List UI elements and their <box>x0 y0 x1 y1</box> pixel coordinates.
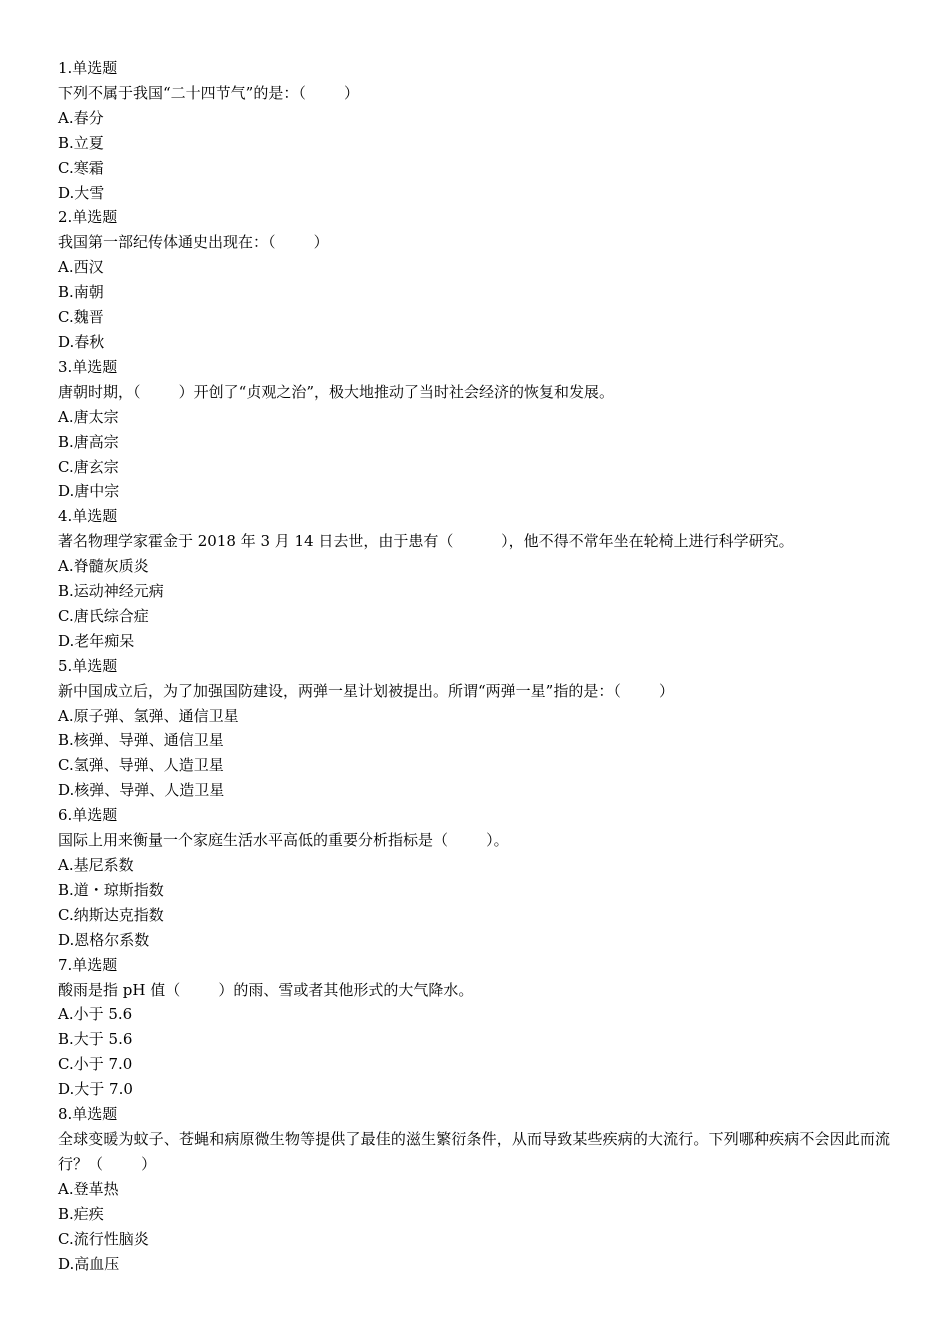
option-d: D.春秋 <box>58 332 105 351</box>
option-a: A.登革热 <box>58 1179 119 1198</box>
question-block <box>58 205 890 354</box>
question-stem: 新中国成立后，为了加强国防建设，两弹一星计划被提出。所谓“两弹一星”指的是：（ ） <box>58 681 674 700</box>
option-d: D.大雪 <box>58 183 105 202</box>
option-c: C.寒霜 <box>58 158 104 177</box>
option-a: A.唐太宗 <box>58 407 119 426</box>
option-b: B.唐高宗 <box>58 432 119 451</box>
question-stem: 唐朝时期，（ ）开创了“贞观之治”，极大地推动了当时社会经济的恢复和发展。 <box>58 382 614 401</box>
question-header: 4.单选题 <box>58 507 118 526</box>
option-b: B.道・琼斯指数 <box>58 880 164 899</box>
question-block <box>58 953 890 1102</box>
question-block <box>58 355 890 504</box>
question-block <box>58 1102 890 1276</box>
option-a: A.原子弹、氢弹、通信卫星 <box>58 706 239 725</box>
question-block <box>58 504 890 653</box>
option-a: A.春分 <box>58 108 104 127</box>
option-b: B.疟疾 <box>58 1204 104 1223</box>
option-b: B.南朝 <box>58 283 104 302</box>
question-document <box>58 56 890 1276</box>
option-a: A.小于 5.6 <box>58 1005 133 1024</box>
question-block <box>58 654 890 803</box>
question-stem: 下列不属于我国“二十四节气”的是：（ ） <box>58 83 359 102</box>
option-d: D.大于 7.0 <box>58 1080 133 1099</box>
option-c: C.纳斯达克指数 <box>58 905 164 924</box>
option-d: D.老年痴呆 <box>58 631 135 650</box>
question-stem: 著名物理学家霍金于 2018 年 3 月 14 日去世，由于患有（ ），他不得不常年坐在轮椅上进行科学研究。 <box>58 532 794 551</box>
question-header: 1.单选题 <box>58 59 118 77</box>
question-stem: 国际上用来衡量一个家庭生活水平高低的重要分析指标是（ ）。 <box>58 831 509 850</box>
question-stem: 我国第一部纪传体通史出现在：（ ） <box>58 233 329 252</box>
option-b: B.立夏 <box>58 133 104 152</box>
question-stem: 全球变暖为蚊子、苍蝇和病原微生物等提供了最佳的滋生繁衍条件，从而导致某些疾病的大流行。下列哪种疾病不会因此而流行？（ ） <box>58 1129 890 1173</box>
question-block <box>58 56 890 205</box>
option-c: C.唐玄宗 <box>58 457 119 476</box>
option-c: C.唐氏综合症 <box>58 606 149 625</box>
option-c: C.魏晋 <box>58 308 104 327</box>
question-header: 7.单选题 <box>58 955 118 974</box>
option-a: A.西汉 <box>58 258 104 277</box>
question-header: 6.单选题 <box>58 806 118 825</box>
question-header: 8.单选题 <box>58 1105 118 1124</box>
option-d: D.高血压 <box>58 1254 120 1273</box>
question-block <box>58 803 890 952</box>
question-header: 5.单选题 <box>58 656 118 675</box>
question-stem: 酸雨是指 pH 值（ ）的雨、雪或者其他形式的大气降水。 <box>58 980 474 999</box>
option-b: B.核弹、导弹、通信卫星 <box>58 731 224 750</box>
option-c: C.流行性脑炎 <box>58 1229 149 1248</box>
option-c: C.氢弹、导弹、人造卫星 <box>58 756 224 775</box>
option-d: D.核弹、导弹、人造卫星 <box>58 781 225 800</box>
option-d: D.恩格尔系数 <box>58 930 150 949</box>
option-b: B.运动神经元病 <box>58 582 164 601</box>
option-d: D.唐中宗 <box>58 482 120 501</box>
option-a: A.脊髓灰质炎 <box>58 557 149 576</box>
question-header: 3.单选题 <box>58 357 118 376</box>
option-a: A.基尼系数 <box>58 856 134 874</box>
option-c: C.小于 7.0 <box>58 1055 133 1074</box>
question-header: 2.单选题 <box>58 208 118 227</box>
option-b: B.大于 5.6 <box>58 1030 133 1049</box>
